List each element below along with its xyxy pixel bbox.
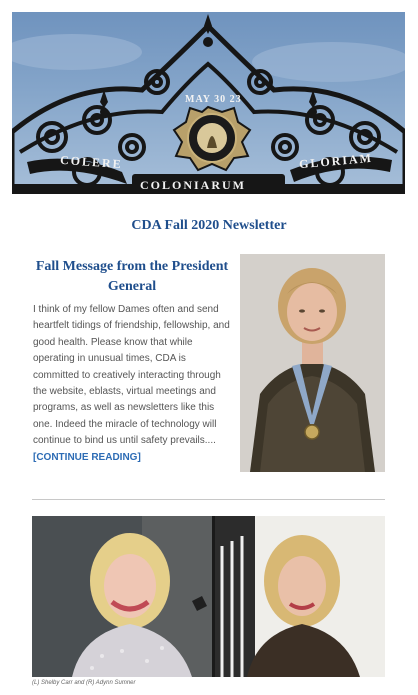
- seal-date-text: MAY 30 23: [185, 94, 242, 105]
- video-call-still-image[interactable]: [32, 516, 385, 677]
- president-general-portrait: [240, 254, 385, 472]
- image-caption: (L) Shelby Carr and (R) Adynn Sumner: [32, 680, 136, 686]
- article-body-text: I think of my fellow Dames often and send heartfelt tidings of friendship, fellowship, and good health. Please know that while operating in unusual times, CDA is committed to creatively interacting through the website, eblasts, virtual meetings and programs, as well as newsletters like this one. Indeed the miracle of technology will continue to bind us until safety prevails....: [33, 304, 230, 447]
- header-banner-image: [12, 12, 405, 194]
- motto-right-text: GLORIAM: [298, 150, 374, 172]
- article-body: [33, 302, 231, 466]
- section-divider: [32, 499, 385, 500]
- newsletter-title: CDA Fall 2020 Newsletter: [131, 218, 287, 233]
- continue-reading-link[interactable]: [CONTINUE READING]: [33, 451, 141, 463]
- motto-left-text: COLERE: [59, 152, 124, 172]
- motto-bottom-text: COLONIARUM: [140, 178, 246, 192]
- seal-emblem: [174, 107, 250, 170]
- article-heading: Fall Message from the President General: [35, 259, 229, 294]
